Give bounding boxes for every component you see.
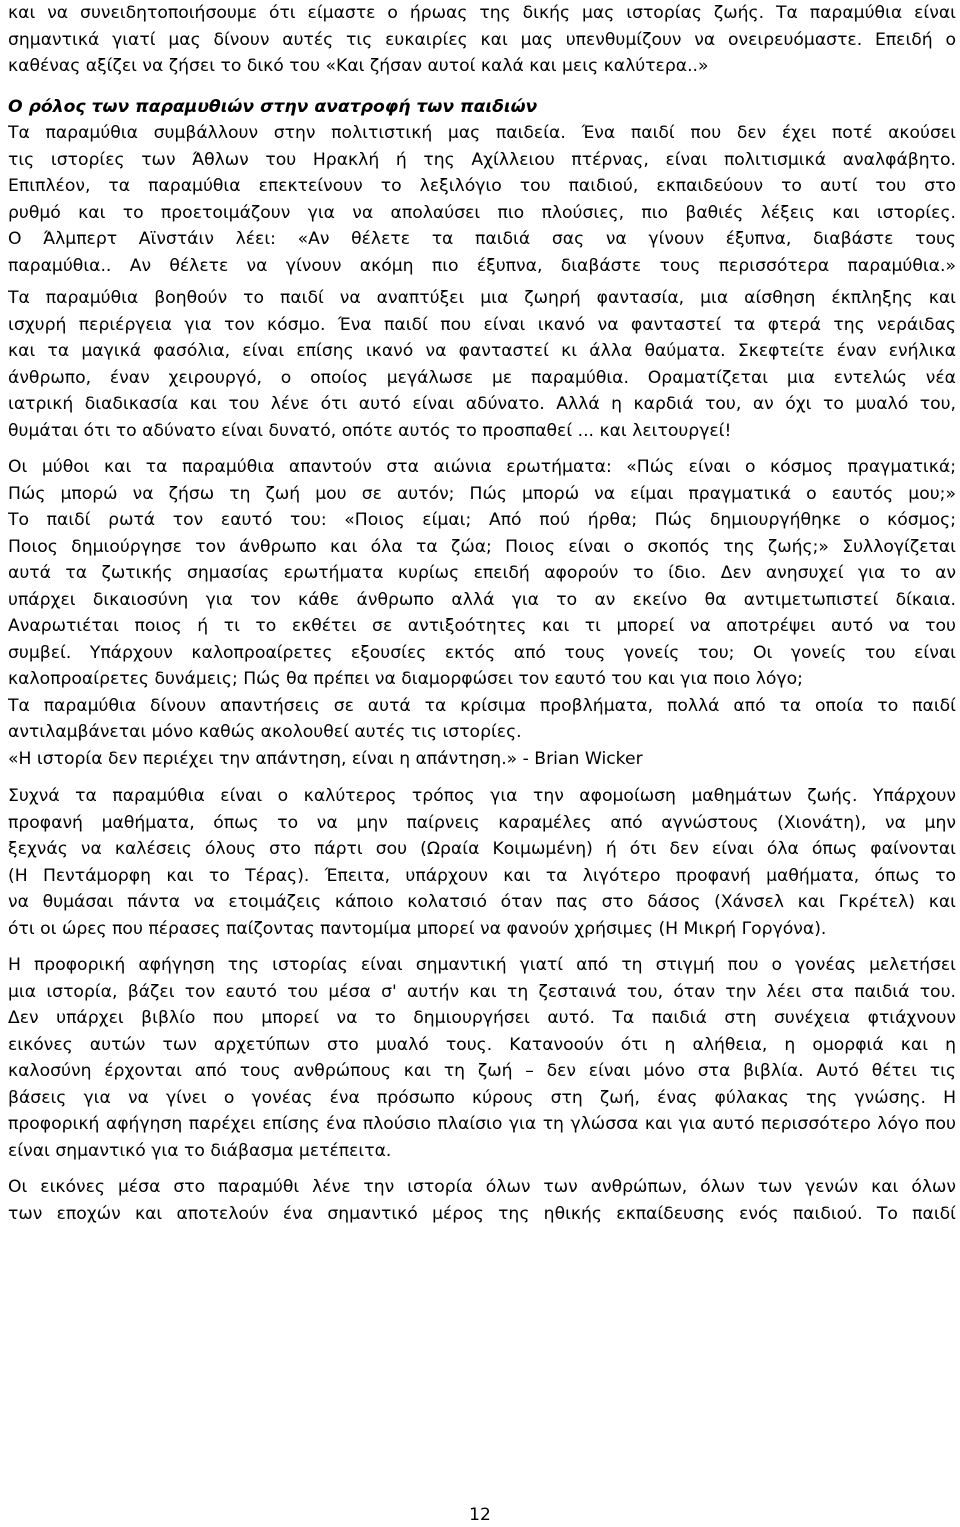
text-line: αυτά τα ζωτικής σημασίας ερωτήματα κυρίως επειδή αφορούν το ίδιο. Δεν ανησυχεί για το αν — [8, 563, 956, 583]
section-role-of-fairytales — [8, 94, 956, 280]
text-line: θυμάται ότι το αδύνατο είναι δυνατό, οπότε αυτός το προσπαθεί ... και λειτουργεί! — [8, 420, 732, 441]
text-line: Οι εικόνες μέσα στο παραμύθι λένε την ιστορία όλων των ανθρώπων, όλων των γενών και όλων — [8, 1177, 956, 1197]
text-line: βάσεις για να γίνει ο γονέας ένα πρόσωπο κύρους στη ζωή, ένας φύλακας της γνώσης. Η — [8, 1087, 956, 1108]
text-line: Οι μύθοι και τα παραμύθια απαντούν στα αιώνια ερωτήματα: «Πώς είναι ο κόσμος πραγματικά; — [8, 457, 956, 477]
text-line: ότι οι ώρες που πέρασες παίζοντας παντομίμα μπορεί να φανούν χρήσιμες (Η Μικρή Γοργόνα). — [8, 918, 827, 939]
text-line: και να συνειδητοποιήσουμε ότι είμαστε ο ήρωας της δικής μας ιστορίας ζωής. Τα παραμύθια είναι — [8, 3, 956, 23]
paragraph-intro — [8, 0, 956, 80]
text-line: καλοσύνη έρχονται από τους ανθρώπους και τη ζωή – δεν είναι μόνο στα βιβλία. Αυτό θέτει τις — [8, 1061, 956, 1081]
text-line: είναι σημαντικό για το διάβασμα μετέπειτα. — [8, 1140, 392, 1161]
text-line: παραμύθια.. Αν θέλετε να γίνουν ακόμη πιο έξυπνα, διαβάστε τους περισσότερα παραμύθια.» — [8, 255, 956, 276]
text-line: Δεν υπάρχει βιβλίο που μπορεί να το δημιουργήσει αυτό. Τα παιδιά στη συνέχεια φτιάχνουν — [8, 1008, 956, 1028]
text-line: (Η Πεντάμορφη και το Τέρας). Έπειτα, υπάρχουν και τα λιγότερο προφανή μαθήματα, όπως το — [8, 865, 956, 886]
text-line: Τα παραμύθια δίνουν απαντήσεις σε αυτά τα κρίσιμα προβλήματα, πολλά από τα οποία το παιδί — [8, 695, 956, 716]
text-line: τις ιστορίες των Άθλων του Ηρακλή ή της Αχίλλειου πτέρνας, είναι πολιτισμικά αναλφάβητο. — [8, 149, 956, 170]
quote-line: «Η ιστορία δεν περιέχει την απάντηση, είναι η απάντηση.» - Brian Wicker — [8, 748, 643, 769]
text-line: Ο Άλμπερτ Αϊνστάιν λέει: «Αν θέλετε τα παιδιά σας να γίνουν έξυπνα, διαβάστε τους — [8, 229, 956, 249]
text-line: υπάρχει δικαιοσύνη για τον κάθε άνθρωπο αλλά για το αν εκείνο θα αντιμετωπιστεί δίκαια. — [8, 589, 956, 610]
text-line: προφανή μαθήματα, όπως το να μην παίρνεις καραμέλες από αγνώστους (Χιονάτη), να μην — [8, 812, 956, 833]
text-line: ξεχνάς να καλέσεις όλους στο πάρτι σου (Ωραία Κοιμωμένη) ή ότι δεν είναι όλα όπως φαίνονται — [8, 839, 956, 859]
text-line: αντιλαμβάνεται μόνο καθώς ακολουθεί αυτές τις ιστορίες. — [8, 722, 522, 742]
document-page — [8, 0, 956, 1227]
section-heading: Ο ρόλος των παραμυθιών στην ανατροφή των παιδιών — [8, 96, 538, 117]
text-line: σημαντικά γιατί μας δίνουν αυτές τις ευκαιρίες και μας υπενθυμίζουν να ονειρευόμαστε. Επειδή ο — [8, 29, 956, 50]
text-line: μια ιστορία, βάζει τον εαυτό του μέσα σ' αυτήν και τη ζεσταινά του, όταν την λέει στα παιδιά του. — [8, 981, 956, 1002]
text-line: Πώς μπορώ να ζήσω τη ζωή μου σε αυτόν; Πώς μπορώ να είμαι πραγματικά ο εαυτός μου;» — [8, 483, 956, 504]
paragraph-eternal-questions — [8, 454, 956, 772]
text-line: Αναρωτιέται ποιος ή τι το εκθέτει σε αντιξοότητες και τι μπορεί να αποτρέψει αυτό να του — [8, 616, 956, 636]
text-line: ρυθμό και το προετοιμάζουν για να απολαύσει πιο πλούσιες, πιο βαθιές λέξεις και ιστορίες. — [8, 202, 956, 223]
text-line: Το παιδί ρωτά τον εαυτό του: «Ποιος είμαι; Από πού ήρθα; Πώς δημιουργήθηκε ο κόσμος; — [8, 510, 956, 530]
text-line: ιατρική διαδικασία και του λένε ότι αυτό είναι αδύνατο. Αλλά η καρδιά του, αν όχι το μυαλό του, — [8, 394, 956, 414]
paragraph-images — [8, 1174, 956, 1227]
text-line: προφορική αφήγηση παρέχει επίσης ένα πλούσιο πλαίσιο για τη γλώσσα και για αυτό περισσότερο λόγο που — [8, 1114, 956, 1134]
text-line: ισχυρή περιέργεια για τον κόσμο. Ένα παιδί που είναι ικανό να φανταστεί τα φτερά της νεράιδας — [8, 314, 956, 335]
text-line: και τα μαγικά φασόλια, είναι επίσης ικανό να φανταστεί κι άλλα θαύματα. Σκεφτείτε έναν ενήλικα — [8, 341, 956, 361]
text-line: Η προφορική αφήγηση της ιστορίας είναι σημαντική γιατί από τη στιγμή που ο γονέας μελετήσει — [8, 955, 956, 975]
paragraph-imagination — [8, 285, 956, 444]
page-number: 12 — [469, 1505, 491, 1525]
text-line: συμβεί. Υπάρχουν καλοπροαίρετες εξουσίες εκτός από τους γονείς του; Οι γονείς του είναι — [8, 642, 956, 663]
text-line: εικόνες αυτών των αρχετύπων στο μυαλό τους. Κατανοούν ότι η αλήθεια, η ομορφιά και η — [8, 1034, 956, 1055]
text-line: καλοπροαίρετες δυνάμεις; Πώς θα πρέπει να διαμορφώσει τον εαυτό του και για ποιο λόγο; — [8, 669, 803, 689]
paragraph-oral-storytelling — [8, 952, 956, 1164]
text-line: άνθρωπο, έναν χειρουργό, ο οποίος μεγάλωσε με παραμύθια. Οραματίζεται μια εντελώς νέα — [8, 367, 956, 388]
text-line: να θυμάσαι πάντα να ετοιμάζεις κάποιο κολατσιό όταν πας στο δάσος (Χάνσελ και Γκρέτελ) και — [8, 892, 956, 912]
text-line: Επιπλέον, τα παραμύθια επεκτείνουν το λεξιλόγιο του παιδιού, εκπαιδεύουν το αυτί του στο — [8, 176, 956, 196]
text-line: των εποχών και αποτελούν ένα σημαντικό μέρος της ηθικής εκπαίδευσης ενός παιδιού. Το παιδί — [8, 1203, 956, 1224]
text-line: Συχνά τα παραμύθια είναι ο καλύτερος τρόπος για την αφομοίωση μαθημάτων ζωής. Υπάρχουν — [8, 786, 956, 806]
text-line: Τα παραμύθια συμβάλλουν στην πολιτιστική μας παιδεία. Ένα παιδί που δεν έχει ποτέ ακούσει — [8, 123, 956, 143]
paragraph-life-lessons — [8, 783, 956, 942]
text-line: Τα παραμύθια βοηθούν το παιδί να αναπτύξει μια ζωηρή φαντασία, μια αίσθηση έκπληξης και — [8, 288, 956, 308]
text-line: καθένας αξίζει να ζήσει το δικό του «Και ζήσαν αυτοί καλά και μεις καλύτερα..» — [8, 56, 709, 76]
text-line: Ποιος δημιούργησε τον άνθρωπο και όλα τα ζώα; Ποιος είναι ο σκοπός της ζωής;» Συλλογίζεται — [8, 536, 956, 557]
